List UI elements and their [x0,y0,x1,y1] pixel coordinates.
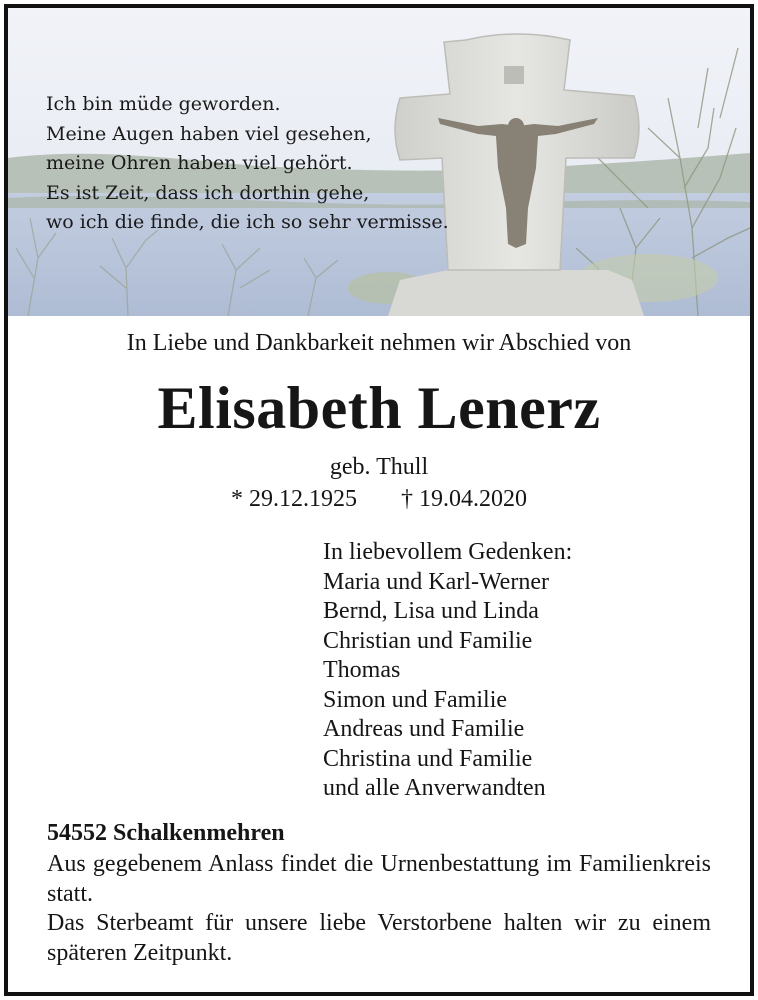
birth-date: * 29.12.1925 [231,486,357,512]
poem-line: Es ist Zeit, dass ich dorthin gehe, [46,181,370,204]
death-date: † 19.04.2020 [401,486,527,512]
poem-line: Ich bin müde geworden. [46,93,281,115]
mourners-heading: In liebevollem Gedenken: [323,539,573,565]
mourner-name: Christian und Familie [323,627,533,654]
life-dates [8,486,750,513]
poem-line: wo ich die finde, die ich so sehr vermisse. [46,211,449,233]
birth-name: geb. Thull [329,454,429,480]
mourner-name: Simon und Familie [323,686,508,713]
mourner-name: Christina und Familie [323,745,533,772]
poem [46,90,449,238]
mourners-list [323,538,572,804]
farewell-intro: In Liebe und Dankbarkeit nehmen wir Abschied von [126,330,632,356]
mourner-name: Thomas [323,657,401,683]
mourner-name: Maria und Karl-Werner [323,568,549,595]
requiem-note: Das Sterbeamt für unsere liebe Verstorbene halten wir zu einem späteren Zeitpunkt. [47,910,711,966]
obituary-notice [4,4,754,996]
deceased-name: Elisabeth Lenerz [157,375,601,441]
mourner-name: und alle Anverwandten [323,775,546,801]
poem-line: meine Ohren haben viel gehört. [46,152,353,174]
poem-line: Meine Augen haben viel gesehen, [46,122,372,145]
cross-photo [8,8,750,316]
mourner-name: Bernd, Lisa und Linda [323,598,539,624]
mourner-name: Andreas und Familie [323,716,525,742]
burial-note: Aus gegebenem Anlass findet die Urnenbestattung im Familienkreis statt. [47,851,711,907]
place-heading: 54552 Schalkenmehren [47,820,285,846]
